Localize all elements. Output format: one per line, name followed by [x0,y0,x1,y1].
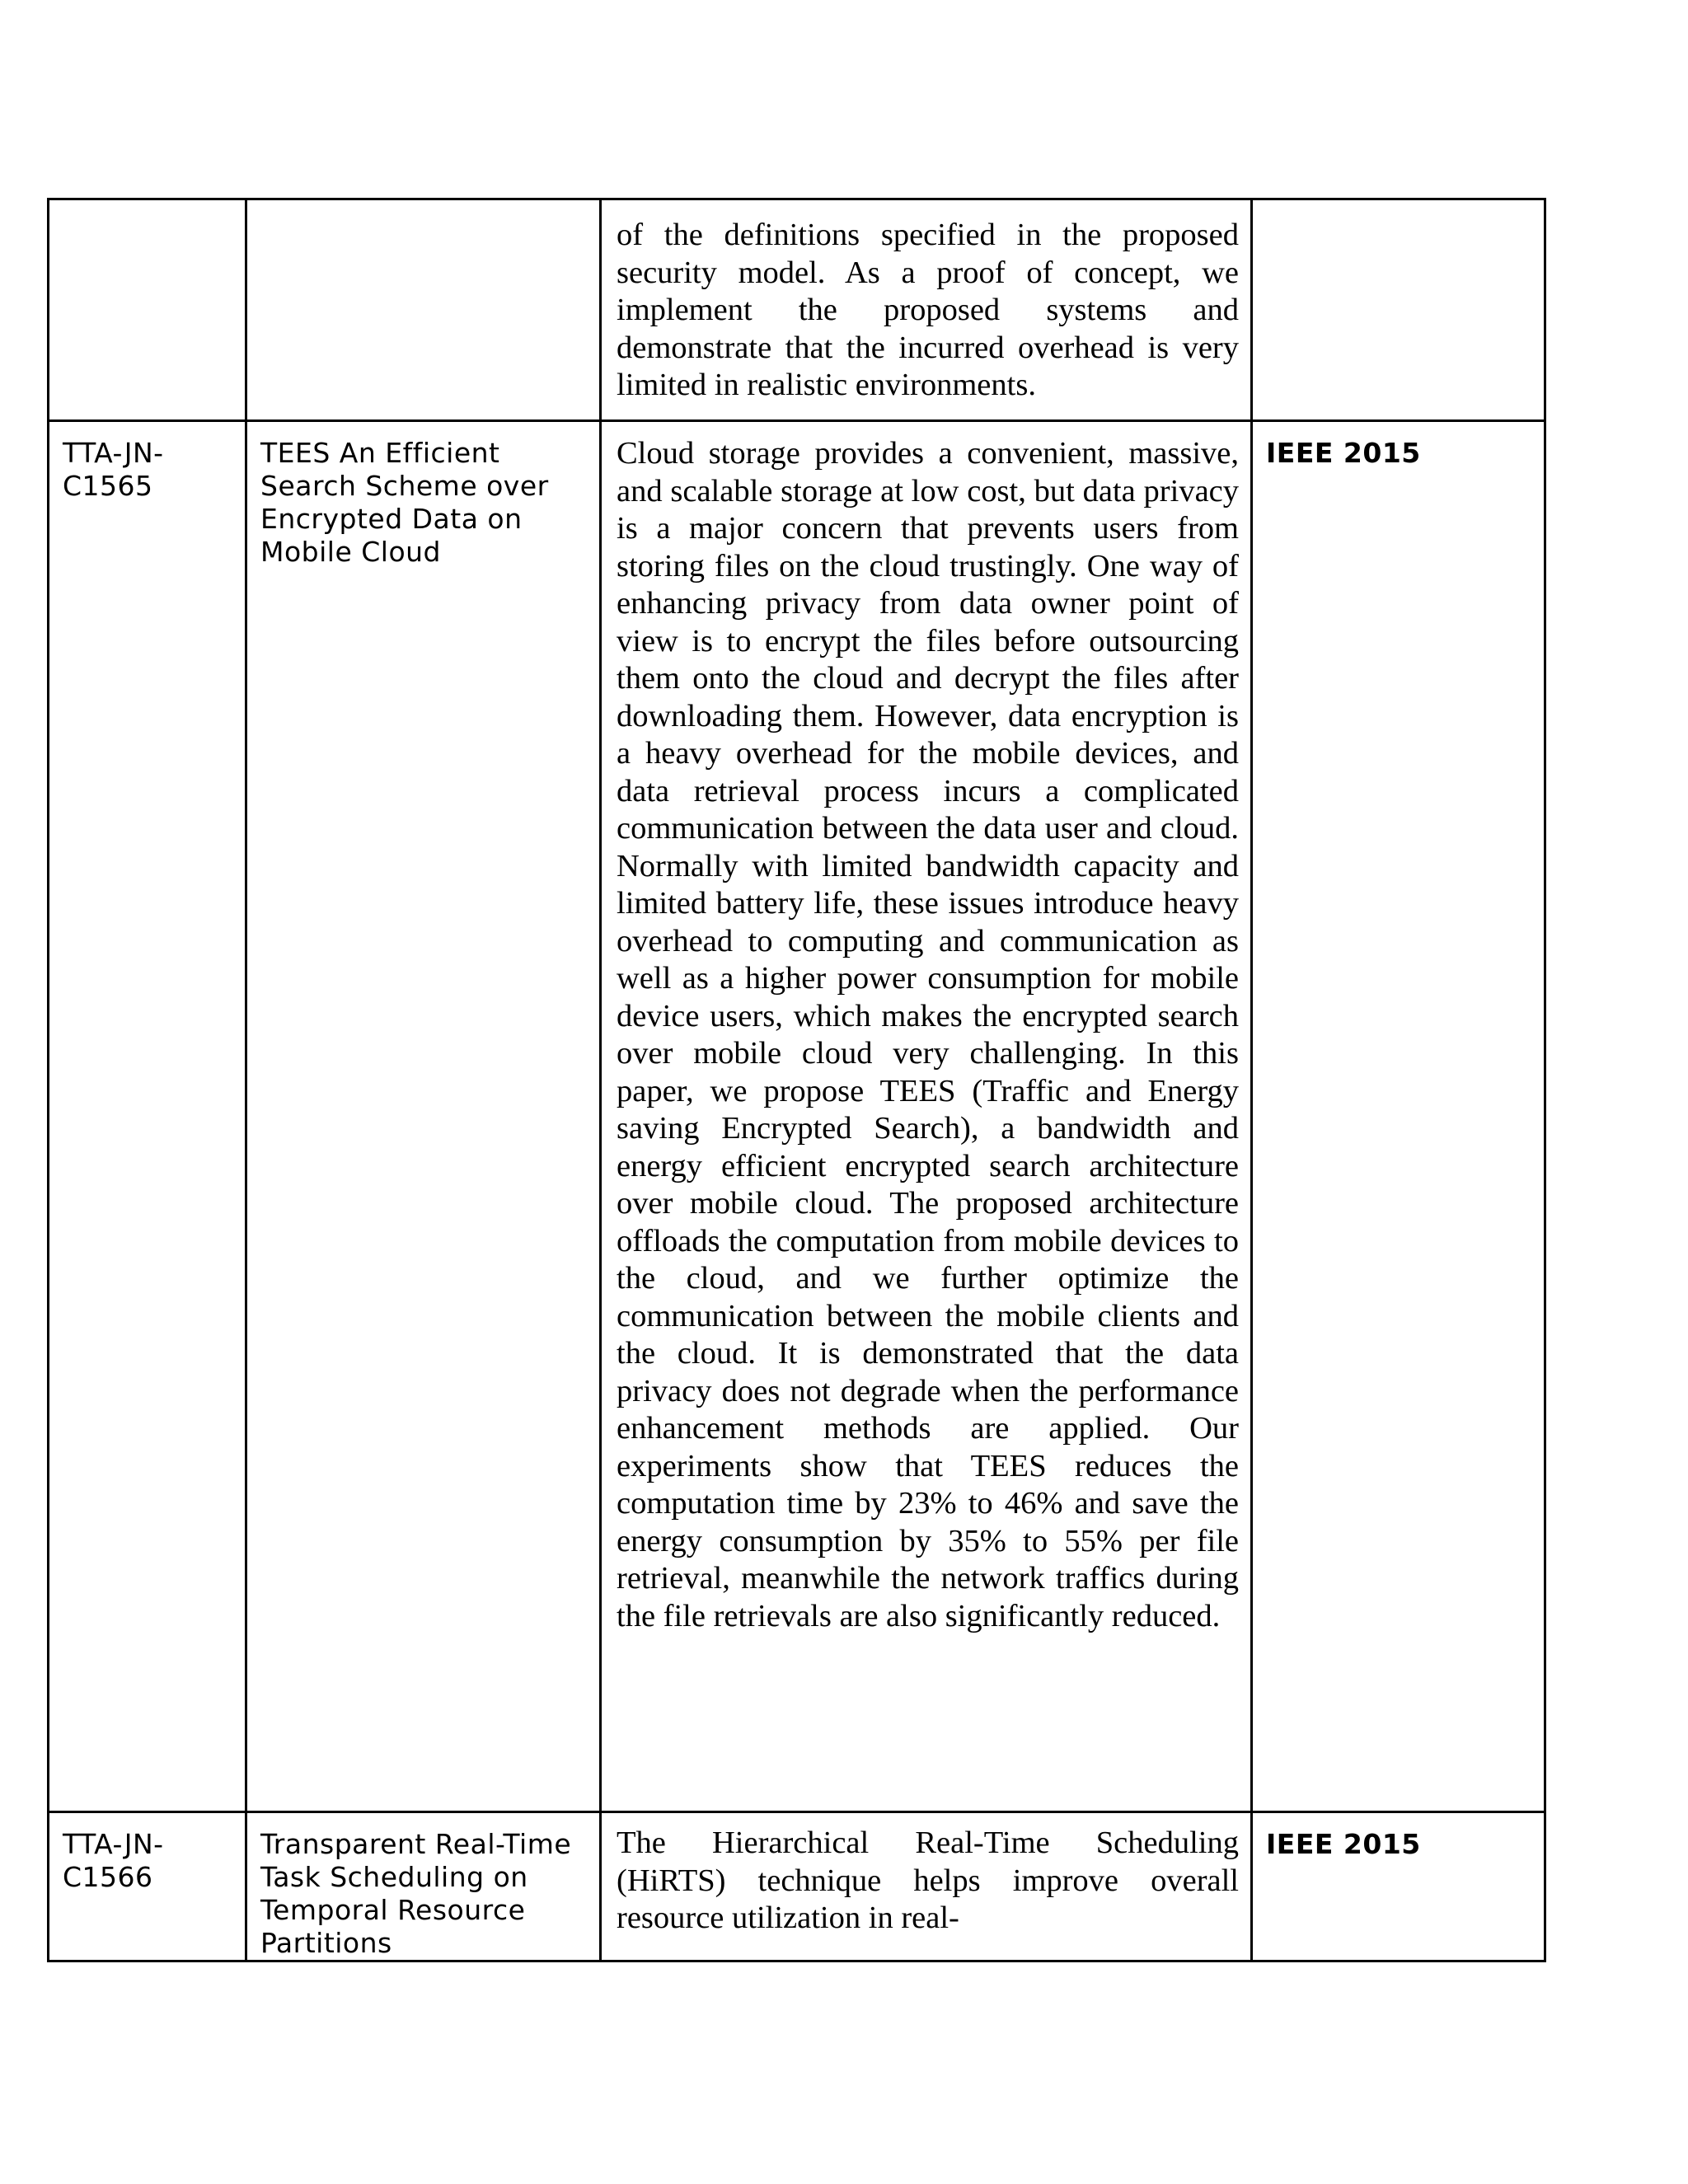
project-abstract: Cloud storage provides a convenient, massive, and scalable storage at low cost, but data privacy is a major concern that prevents users from storing files on the cloud trustingly. One way of enhancing privacy from data owner point of view is to encrypt the files before outsourcing them onto the cloud and decrypt the files after downloading them. However, data encryption is a heavy overhead for the mobile devices, and data retrieval process incurs a complicated communication between the data user and cloud. Normally with limited bandwidth capacity and limited battery life, these issues introduce heavy overhead to computing and communication as well as a higher power consumption for mobile device users, which makes the encrypted search over mobile cloud very challenging. In this paper, we propose TEES (Traffic and Energy saving Encrypted Search), a bandwidth and energy efficient encrypted search architecture over mobile cloud. The proposed architecture offloads the computation from mobile devices to the cloud, and we further optimize the communication between the mobile clients and the cloud. It is demonstrated that the data privacy does not degrade when the performance enhancement methods are applied. Our experiments show that TEES reduces the computation time by 23% to 46% and save the energy consumption by 35% to 55% per file retrieval, meanwhile the network traffics during the file retrievals are also significantly reduced. [617,436,1239,1633]
project-id [49,200,245,215]
project-abstract-cell [601,421,1252,1812]
project-source-cell [1252,421,1545,1812]
project-id-cell [49,1812,246,1961]
project-title-cell [246,199,601,421]
project-title: TEES An Efficient Search Scheme over Encrypted Data on Mobile Cloud [260,437,549,568]
table-row [49,1812,1545,1961]
project-source-cell [1252,1812,1545,1961]
project-id-cell [49,199,246,421]
project-abstract: of the definitions specified in the proposed security model. As a proof of concept, we implement the proposed systems and demonstrate that the incurred overhead is very limited in realistic environments. [617,218,1239,402]
projects-table [47,198,1546,1962]
project-source-cell [1252,199,1545,421]
project-source [1253,200,1544,215]
project-title: Transparent Real-Time Task Scheduling on Temporal Resource Partitions [260,1828,572,1959]
project-abstract-cell [601,199,1252,421]
project-id: TTA-JN-C1565 [63,437,164,502]
project-source: IEEE 2015 [1266,1828,1421,1860]
project-title-cell [246,421,601,1812]
table-row [49,421,1545,1812]
project-title-cell [246,1812,601,1961]
project-id-cell [49,421,246,1812]
project-abstract: The Hierarchical Real-Time Scheduling (HiRTS) technique helps improve overall resource utilization in real- [617,1825,1239,1935]
table-row [49,199,1545,421]
project-source: IEEE 2015 [1266,437,1421,469]
project-abstract-cell [601,1812,1252,1961]
project-title [247,200,599,215]
project-id: TTA-JN-C1566 [63,1828,164,1893]
